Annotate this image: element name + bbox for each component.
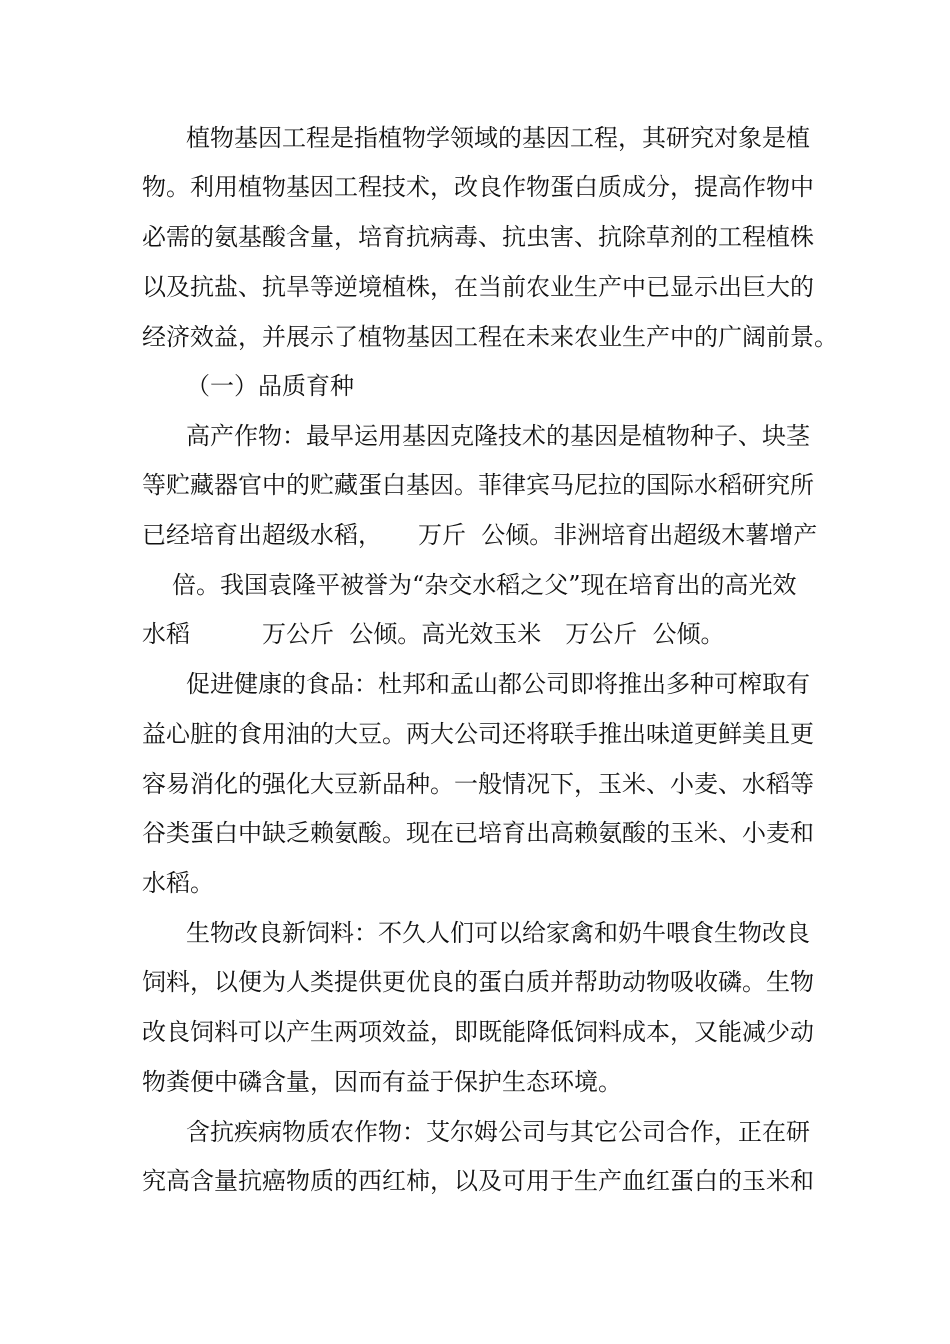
section-heading: （一）品质育种 xyxy=(186,372,354,400)
paragraph-feed-line-1: 生物改良新饲料：不久人们可以给家禽和奶牛喂食生物改良 xyxy=(186,919,810,947)
paragraph-intro-line-3: 必需的氨基酸含量，培育抗病毒、抗虫害、抗除草剂的工程植株 xyxy=(142,223,814,251)
paragraph-intro-line-5: 经济效益，并展示了植物基因工程在未来农业生产中的广阔前景。 xyxy=(142,323,838,351)
paragraph-anti-disease-line-1: 含抗疾病物质农作物：艾尔姆公司与其它公司合作，正在研 xyxy=(186,1118,810,1146)
paragraph-anti-disease-line-2: 究高含量抗癌物质的西红柿，以及可用于生产血红蛋白的玉米和 xyxy=(142,1167,814,1195)
paragraph-healthy-food-line-5: 水稻。 xyxy=(142,869,214,897)
paragraph-high-yield-line-3: 已经培育出超级水稻， 万斤 公倾。非洲培育出超级木薯增产 xyxy=(142,521,818,549)
paragraph-healthy-food-line-3: 容易消化的强化大豆新品种。一般情况下，玉米、小麦、水稻等 xyxy=(142,770,814,798)
paragraph-high-yield-line-4: 倍。我国袁隆平被誉为“杂交水稻之父”现在培育出的高光效 xyxy=(172,571,797,599)
paragraph-intro-line-4: 以及抗盐、抗旱等逆境植株，在当前农业生产中已显示出巨大的 xyxy=(142,273,814,301)
paragraph-feed-line-3: 改良饲料可以产生两项效益，即既能降低饲料成本，又能减少动 xyxy=(142,1018,814,1046)
paragraph-healthy-food-line-1: 促进健康的食品：杜邦和孟山都公司即将推出多种可榨取有 xyxy=(186,670,810,698)
paragraph-intro-line-1: 植物基因工程是指植物学领域的基因工程，其研究对象是植 xyxy=(186,124,810,152)
paragraph-feed-line-4: 物粪便中磷含量，因而有益于保护生态环境。 xyxy=(142,1068,622,1096)
paragraph-high-yield-line-2: 等贮藏器官中的贮藏蛋白基因。菲律宾马尼拉的国际水稻研究所 xyxy=(142,471,814,499)
paragraph-healthy-food-line-4: 谷类蛋白中缺乏赖氨酸。现在已培育出高赖氨酸的玉米、小麦和 xyxy=(142,819,814,847)
paragraph-high-yield-line-5: 水稻 万公斤 公倾。高光效玉米 万公斤 公倾。 xyxy=(142,620,725,648)
paragraph-high-yield-line-1: 高产作物：最早运用基因克隆技术的基因是植物种子、块茎 xyxy=(186,422,810,450)
paragraph-feed-line-2: 饲料，以便为人类提供更优良的蛋白质并帮助动物吸收磷。生物 xyxy=(142,968,814,996)
paragraph-healthy-food-line-2: 益心脏的食用油的大豆。两大公司还将联手推出味道更鲜美且更 xyxy=(142,720,814,748)
paragraph-intro-line-2: 物。利用植物基因工程技术，改良作物蛋白质成分，提高作物中 xyxy=(142,173,814,201)
